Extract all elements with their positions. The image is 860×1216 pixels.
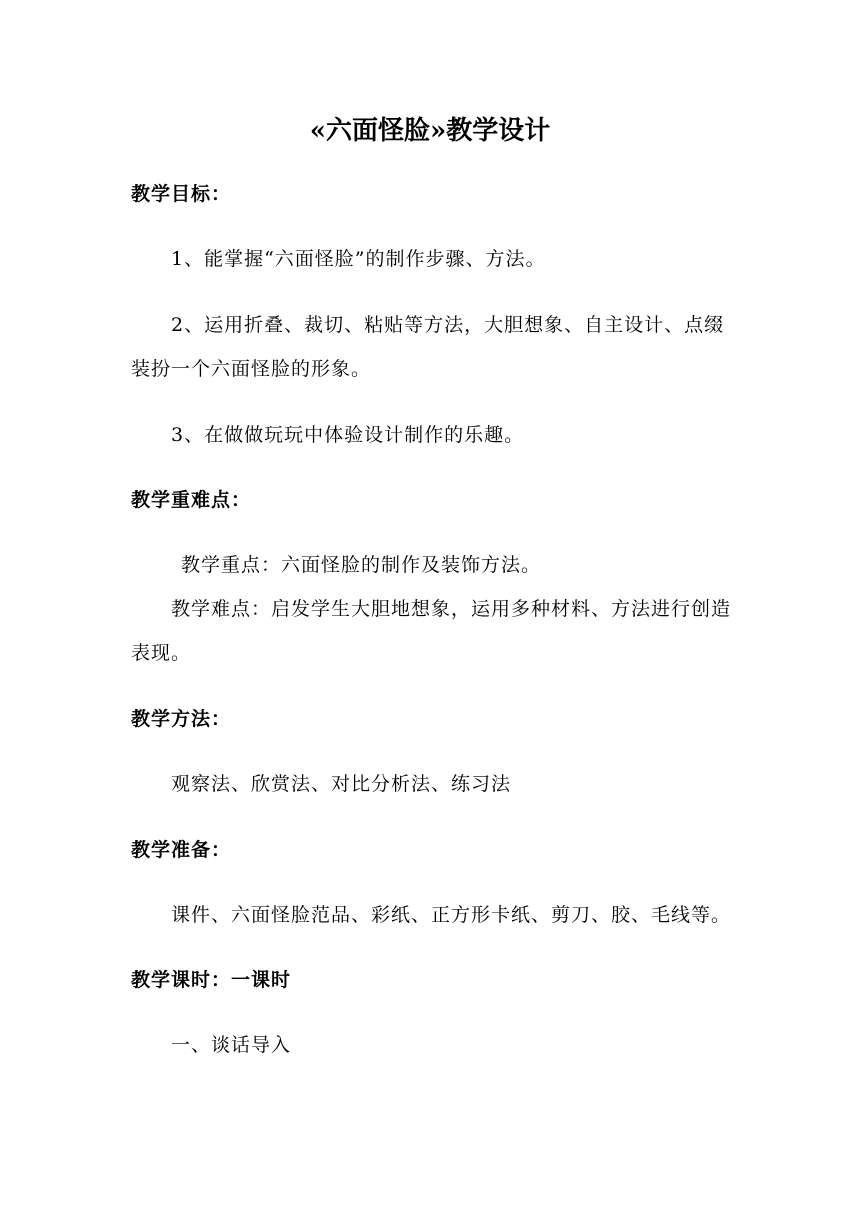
objective-3: 3、在做做玩玩中体验设计制作的乐趣。	[171, 424, 525, 446]
key-points-heading: 教学重难点：	[131, 489, 252, 511]
key-point: 教学重点：六面怪脸的制作及装饰方法。	[181, 554, 542, 576]
objective-2-line-2: 装扮一个六面怪脸的形象。	[131, 358, 372, 380]
preparation-text: 课件、六面怪脸范品、彩纸、正方形卡纸、剪刀、胶、毛线等。	[171, 904, 732, 926]
methods-text: 观察法、欣赏法、对比分析法、练习法	[171, 773, 512, 795]
objectives-heading: 教学目标：	[131, 183, 232, 205]
difficulty-line-2: 表现。	[131, 642, 192, 664]
objective-1: 1、能掌握“六面怪脸”的制作步骤、方法。	[171, 248, 546, 270]
step-1-heading: 一、谈话导入	[171, 1034, 292, 1056]
objective-2-line-1: 2、运用折叠、裁切、粘贴等方法，大胆想象、自主设计、点缀	[171, 314, 725, 336]
document-title: «六面怪脸»教学设计	[309, 116, 551, 146]
methods-heading: 教学方法：	[131, 708, 232, 730]
difficulty-line-1: 教学难点：启发学生大胆地想象，运用多种材料、方法进行创造	[171, 598, 732, 620]
preparation-heading: 教学准备：	[131, 839, 232, 861]
hours-text: 教学课时：一课时	[131, 969, 292, 991]
